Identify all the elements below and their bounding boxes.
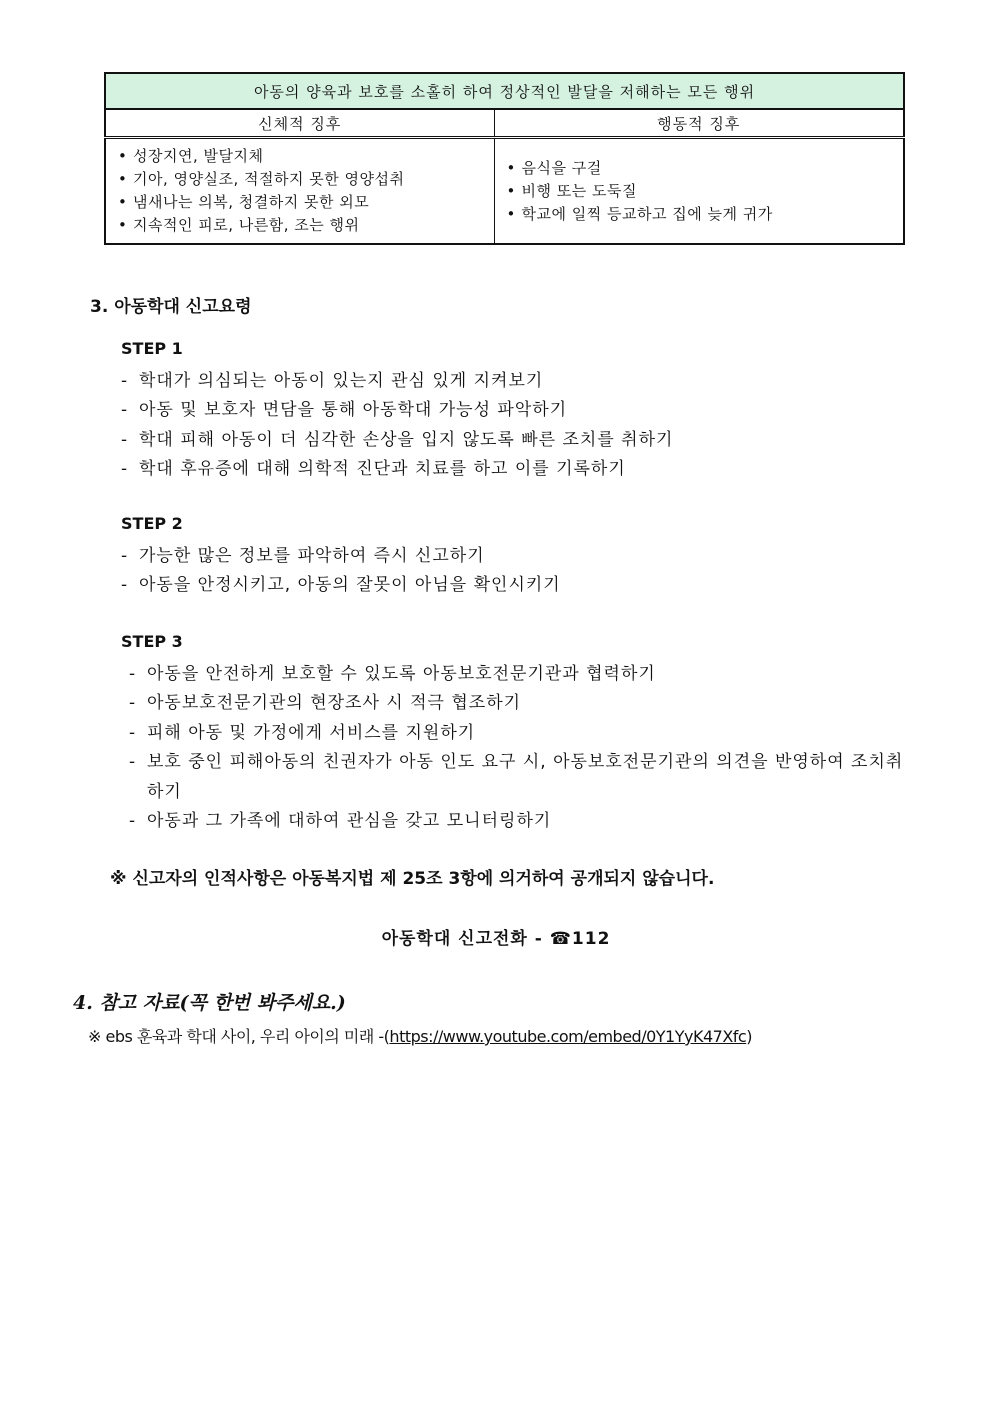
step-3 [121, 630, 907, 836]
report-hotline: 아동학대 신고전화 - ☎112 [381, 929, 611, 949]
step-2 [121, 512, 561, 601]
physical-signs-list [118, 145, 484, 237]
reference-link[interactable]: https://www.youtube.com/embed/0Y1YyK47Xfc [389, 1027, 747, 1046]
step-1 [121, 337, 673, 485]
step-3-list [129, 660, 907, 836]
list-item: - 가능한 많은 정보를 파악하여 즉시 신고하기 [121, 542, 561, 571]
list-item: • 냄새나는 의복, 청결하지 못한 외모 [118, 191, 484, 214]
list-item: - 아동 및 보호자 면담을 통해 아동학대 가능성 파악하기 [121, 396, 673, 425]
step-label: STEP 3 [121, 632, 183, 651]
list-item: • 학교에 일찍 등교하고 집에 늦게 귀가 [507, 203, 894, 226]
behavioral-signs-cell [494, 138, 904, 245]
list-item: • 비행 또는 도둑질 [507, 180, 894, 203]
list-item: - 아동과 그 가족에 대하여 관심을 갖고 모니터링하기 [129, 807, 907, 836]
list-item: - 아동보호전문기관의 현장조사 시 적극 협조하기 [129, 689, 907, 718]
physical-signs-cell [105, 138, 494, 245]
behavioral-signs-header: 행동적 징후 [494, 109, 904, 138]
privacy-notice: ※ 신고자의 인적사항은 아동복지법 제 25조 3항에 의거하여 공개되지 않습니다. [110, 869, 715, 889]
list-item: - 학대 피해 아동이 더 심각한 손상을 입지 않도록 빠른 조치를 취하기 [121, 426, 673, 455]
reference-line [88, 1024, 752, 1047]
reference-prefix: ※ ebs 훈육과 학대 사이, 우리 아이의 미래 -( [88, 1027, 390, 1046]
list-item: - 학대 후유증에 대해 의학적 진단과 치료를 하고 이를 기록하기 [121, 455, 673, 484]
list-item: - 피해 아동 및 가정에게 서비스를 지원하기 [129, 719, 907, 748]
table-title: 아동의 양육과 보호를 소홀히 하여 정상적인 발달을 저해하는 모든 행위 [105, 73, 904, 109]
list-item: - 아동을 안정시키고, 아동의 잘못이 아님을 확인시키기 [121, 571, 561, 600]
step-label: STEP 1 [121, 339, 183, 358]
section-4-title: 4. 참고 자료(꼭 한번 봐주세요.) [73, 992, 346, 1014]
list-item: • 기아, 영양실조, 적절하지 못한 영양섭취 [118, 168, 484, 191]
table-header-row [105, 109, 904, 138]
list-item: - 아동을 안전하게 보호할 수 있도록 아동보호전문기관과 협력하기 [129, 660, 907, 689]
physical-signs-header: 신체적 징후 [105, 109, 494, 138]
table-body-row [105, 138, 904, 245]
list-item: - 보호 중인 피해아동의 친권자가 아동 인도 요구 시, 아동보호전문기관의 의견을 반영하여 조치취하기 [129, 748, 907, 807]
neglect-signs-table [104, 72, 905, 245]
list-item: • 성장지연, 발달지체 [118, 145, 484, 168]
behavioral-signs-list [507, 157, 894, 226]
step-1-list [121, 367, 673, 485]
table-title-row [105, 73, 904, 109]
list-item: • 음식을 구걸 [507, 157, 894, 180]
reference-suffix: ) [746, 1027, 752, 1046]
step-label: STEP 2 [121, 514, 183, 533]
section-3-title: 3. 아동학대 신고요령 [90, 297, 252, 317]
list-item: • 지속적인 피로, 나른함, 조는 행위 [118, 214, 484, 237]
list-item: - 학대가 의심되는 아동이 있는지 관심 있게 지켜보기 [121, 367, 673, 396]
step-2-list [121, 542, 561, 601]
